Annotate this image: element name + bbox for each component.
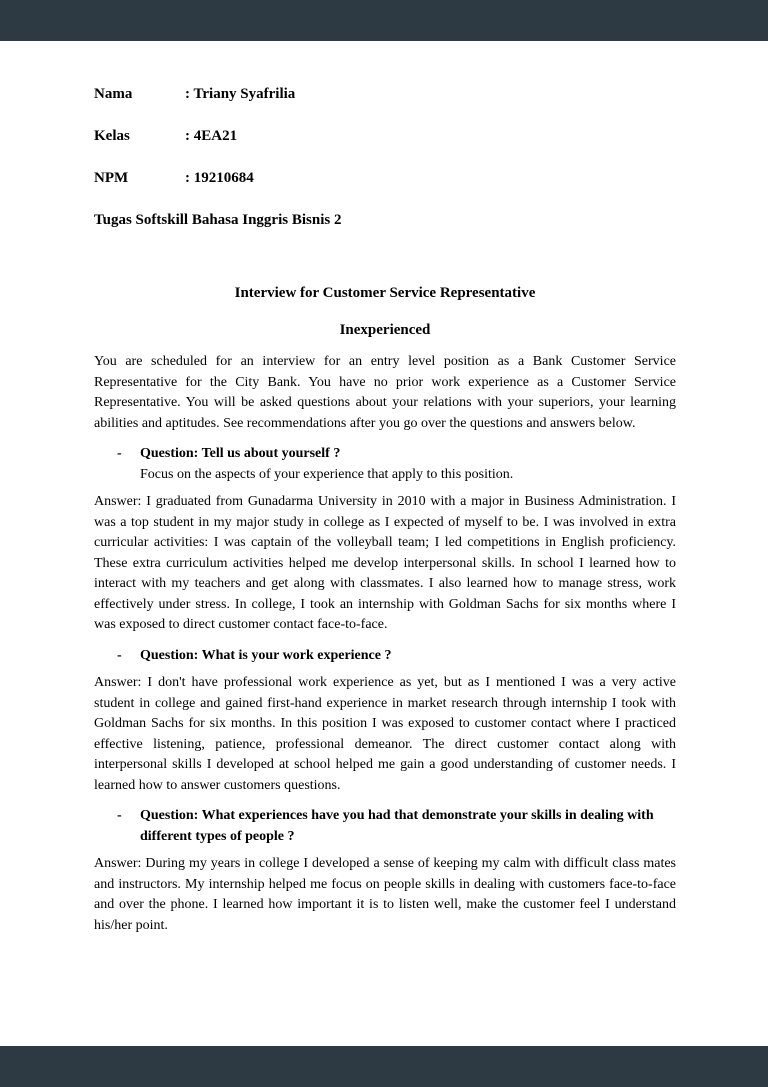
kelas-value: : 4EA21: [185, 128, 238, 144]
question-row-3: [94, 806, 676, 847]
nama-label: Nama: [94, 86, 133, 102]
kelas-label: Kelas: [94, 128, 130, 144]
meta-row-kelas: [94, 127, 676, 146]
question-text-2: Question: What is your work experience ?: [140, 647, 392, 663]
nama-value: : Triany Syafrilia: [185, 86, 296, 102]
npm-label: NPM: [94, 170, 129, 186]
qa-block-1: [94, 444, 676, 636]
question-text-3: Question: What experiences have you had that demonstrate your skills in dealing with different types of people ?: [140, 808, 654, 844]
viewer-top-bar: [0, 0, 768, 41]
question-text-wrap-3: [140, 806, 676, 847]
question-row-2: [94, 646, 676, 667]
question-text-1: Question: Tell us about yourself ?: [140, 446, 341, 461]
bullet-dash: -: [117, 446, 122, 461]
question-row-1: [94, 444, 676, 485]
document-page: [0, 41, 768, 1046]
assignment-title: Tugas Softskill Bahasa Inggris Bisnis 2: [94, 212, 342, 228]
answer-paragraph-3: Answer: During my years in college I developed a sense of keeping my calm with difficult class mates and instructors. My internship helped me focus on people skills in dealing with customers face-to-face and over the phone. I learned how important it is to listen well, make the customer feel I understand his/her point.: [94, 856, 676, 933]
document-subtitle: Inexperienced: [339, 322, 431, 338]
npm-value: : 19210684: [185, 170, 254, 186]
question-text-wrap-1: [140, 444, 676, 485]
meta-row-npm: [94, 169, 676, 188]
qa-block-3: [94, 806, 676, 936]
question-subline-1: Focus on the aspects of your experience that apply to this position.: [140, 466, 514, 482]
viewer-bottom-bar: [0, 1046, 768, 1087]
intro-paragraph: You are scheduled for an interview for an entry level position as a Bank Customer Service Representative for the City Bank. You have no prior work experience as a Customer Service Representative. You will be asked questions about your relations with your superiors, your learning abilities and aptitudes. See recommendations after you go over the questions and answers below.: [94, 354, 676, 431]
student-info-block: [94, 85, 676, 188]
qa-block-2: [94, 646, 676, 797]
question-text-wrap-2: [140, 646, 676, 667]
bullet-dash: -: [117, 808, 122, 823]
answer-paragraph-1: Answer: I graduated from Gunadarma University in 2010 with a major in Business Administration. I was a top student in my major study in college as I expected of myself to be. I was involved in extra curricular activities: I was captain of the volleyball team; I led competitions in English proficiency. These extra curriculum activities helped me develop interpersonal skills. In school I learned how to interact with my teachers and get along with classmates. I also learned how to manage stress, work effectively under stress. In college, I took an internship with Goldman Sachs for six months where I was exposed to direct customer contact face-to-face.: [94, 494, 676, 632]
answer-paragraph-2: Answer: I don't have professional work experience as yet, but as I mentioned I was a very active student in college and gained first-hand experience in market research through internship I took with Goldman Sachs for six months. In this position I was exposed to customer contact where I practiced effective listening, patience, professional demeanor. The direct customer contact along with interpersonal skills I developed at school helped me gain a good understanding of customer needs. I learned how to answer customers questions.: [94, 675, 676, 793]
document-title: Interview for Customer Service Representative: [234, 285, 536, 301]
meta-row-nama: [94, 85, 676, 104]
bullet-dash: -: [117, 647, 122, 663]
